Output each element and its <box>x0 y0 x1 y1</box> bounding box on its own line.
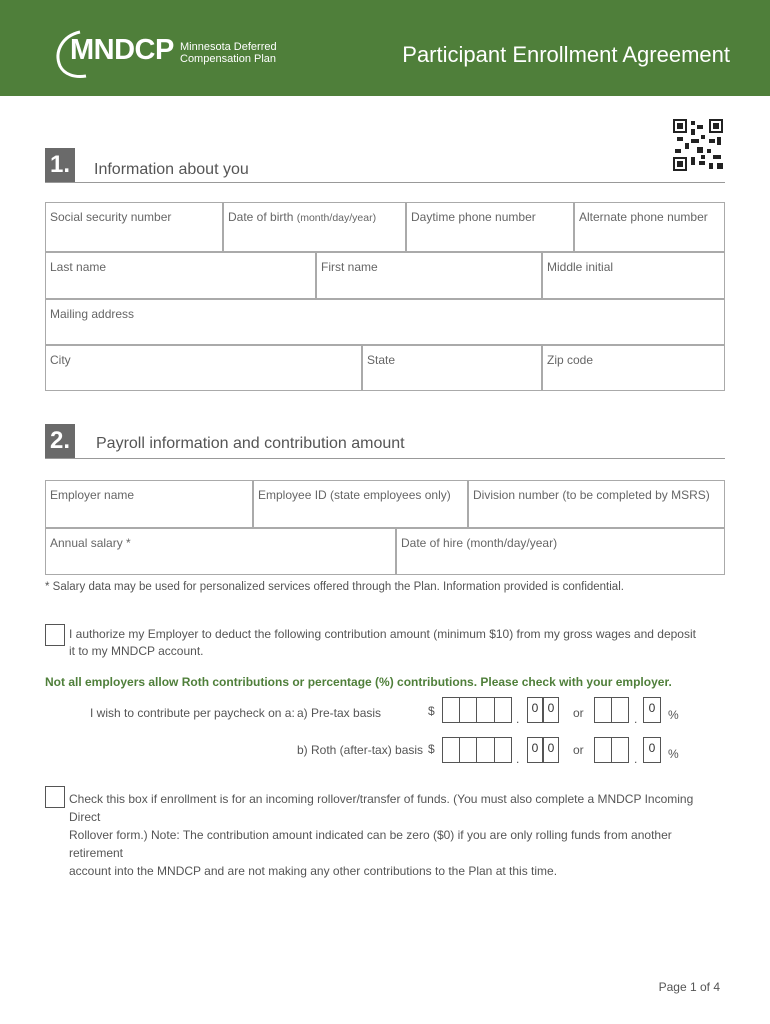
employee-id-label: Employee ID (state employees only) <box>258 488 451 502</box>
logo-subtitle <box>180 41 277 65</box>
percent-digit: 0 <box>648 741 656 755</box>
pretax-percent-decimal: . <box>634 712 638 726</box>
authorize-text <box>69 626 709 660</box>
pretax-percent-sign: % <box>668 708 679 722</box>
date-of-hire-label: Date of hire (month/day/year) <box>401 536 558 550</box>
city-field[interactable] <box>45 345 362 391</box>
roth-or: or <box>573 743 584 757</box>
state-label: State <box>367 353 396 367</box>
salary-note: * Salary data may be used for personalized services offered through the Plan. Information provided is confidential. <box>45 581 624 593</box>
first-name-field[interactable] <box>316 252 542 299</box>
qr-code-icon <box>673 119 723 171</box>
zip-code-field[interactable] <box>542 345 725 391</box>
cents-digit: 0 <box>547 741 555 755</box>
authorize-line2: it to my MNDCP account. <box>69 644 204 658</box>
last-name-field[interactable] <box>45 252 316 299</box>
cents-digit: 0 <box>547 701 555 715</box>
roth-dollar-sign: $ <box>428 742 435 756</box>
rollover-line3: account into the MNDCP and are not making any other contributions to the Plan at this time. <box>69 864 558 878</box>
digit-divider <box>476 737 477 763</box>
daytime-phone-label: Daytime phone number <box>411 210 536 224</box>
division-number-label: Division number (to be completed by MSRS) <box>473 488 710 502</box>
roth-dollar-input[interactable] <box>442 737 512 763</box>
roth-cents-2[interactable] <box>543 737 559 763</box>
zip-code-label: Zip code <box>547 353 594 367</box>
ssn-label: Social security number <box>50 210 172 224</box>
pretax-cents-1[interactable] <box>527 697 543 723</box>
cents-digit: 0 <box>531 701 539 715</box>
daytime-phone-field[interactable] <box>406 202 574 252</box>
percent-digit: 0 <box>648 701 656 715</box>
digit-divider <box>494 697 495 723</box>
pretax-dollar-input[interactable] <box>442 697 512 723</box>
roth-cents-1[interactable] <box>527 737 543 763</box>
last-name-label: Last name <box>50 260 107 274</box>
logo-sub-line2: Compensation Plan <box>180 53 277 65</box>
alternate-phone-label: Alternate phone number <box>579 210 708 224</box>
roth-percent-sign: % <box>668 747 679 761</box>
page-number: Page 1 of 4 <box>658 980 720 994</box>
rollover-line2: Rollover form.) Note: The contribution amount indicated can be zero ($0) if you are only rolling funds from another retirement <box>69 828 672 860</box>
pretax-dollar-sign: $ <box>428 704 435 718</box>
middle-initial-field[interactable] <box>542 252 725 299</box>
state-field[interactable] <box>362 345 542 391</box>
authorize-line1: I authorize my Employer to deduct the following contribution amount (minimum $10) from my gross wages and deposit <box>69 627 696 641</box>
roth-percent-decimal-input[interactable] <box>643 737 661 763</box>
roth-warning: Not all employers allow Roth contributions or percentage (%) contributions. Please check with your employer. <box>45 675 672 689</box>
digit-divider <box>611 737 612 763</box>
section-number-2: 2. <box>45 424 75 458</box>
dob-label: Date of birth <box>228 210 294 224</box>
pretax-label: a) Pre-tax basis <box>297 706 382 720</box>
employer-name-field[interactable] <box>45 480 253 528</box>
digit-divider <box>459 697 460 723</box>
first-name-label: First name <box>321 260 378 274</box>
section-divider-1 <box>45 182 725 183</box>
logo-sub-line1: Minnesota Deferred <box>180 41 277 53</box>
page-title: Participant Enrollment Agreement <box>402 42 730 67</box>
digit-divider <box>494 737 495 763</box>
section-divider-2 <box>45 458 725 459</box>
pretax-cents-2[interactable] <box>543 697 559 723</box>
middle-initial-label: Middle initial <box>547 260 614 274</box>
logo: MNDCP <box>70 34 174 66</box>
rollover-line1: Check this box if enrollment is for an incoming rollover/transfer of funds. (You must also complete a MNDCP Incoming Direct <box>69 792 694 824</box>
alternate-phone-field[interactable] <box>574 202 725 252</box>
cents-digit: 0 <box>531 741 539 755</box>
pretax-or: or <box>573 706 584 720</box>
section-heading-1: Information about you <box>94 161 249 178</box>
digit-divider <box>476 697 477 723</box>
authorize-checkbox[interactable] <box>45 624 65 646</box>
annual-salary-field[interactable] <box>45 528 396 575</box>
pretax-decimal-point: . <box>516 712 520 726</box>
date-of-hire-field[interactable] <box>396 528 725 575</box>
contribute-label: I wish to contribute per paycheck on a: <box>90 706 295 720</box>
section-heading-2: Payroll information and contribution amount <box>96 435 405 452</box>
employer-name-label: Employer name <box>50 488 135 502</box>
dob-hint: (month/day/year) <box>296 212 377 224</box>
city-label: City <box>50 353 71 367</box>
roth-label: b) Roth (after-tax) basis <box>297 743 424 757</box>
division-number-field[interactable] <box>468 480 725 528</box>
employee-id-field[interactable] <box>253 480 468 528</box>
mailing-address-field[interactable] <box>45 299 725 345</box>
digit-divider <box>459 737 460 763</box>
digit-divider <box>611 697 612 723</box>
mailing-address-label: Mailing address <box>50 307 135 321</box>
roth-percent-decimal: . <box>634 752 638 766</box>
dob-field[interactable] <box>223 202 406 252</box>
rollover-checkbox[interactable] <box>45 786 65 808</box>
annual-salary-label: Annual salary * <box>50 536 131 550</box>
pretax-percent-decimal-input[interactable] <box>643 697 661 723</box>
section-number-1: 1. <box>45 148 75 182</box>
roth-decimal-point: . <box>516 752 520 766</box>
ssn-field[interactable] <box>45 202 223 252</box>
rollover-text <box>69 790 719 880</box>
